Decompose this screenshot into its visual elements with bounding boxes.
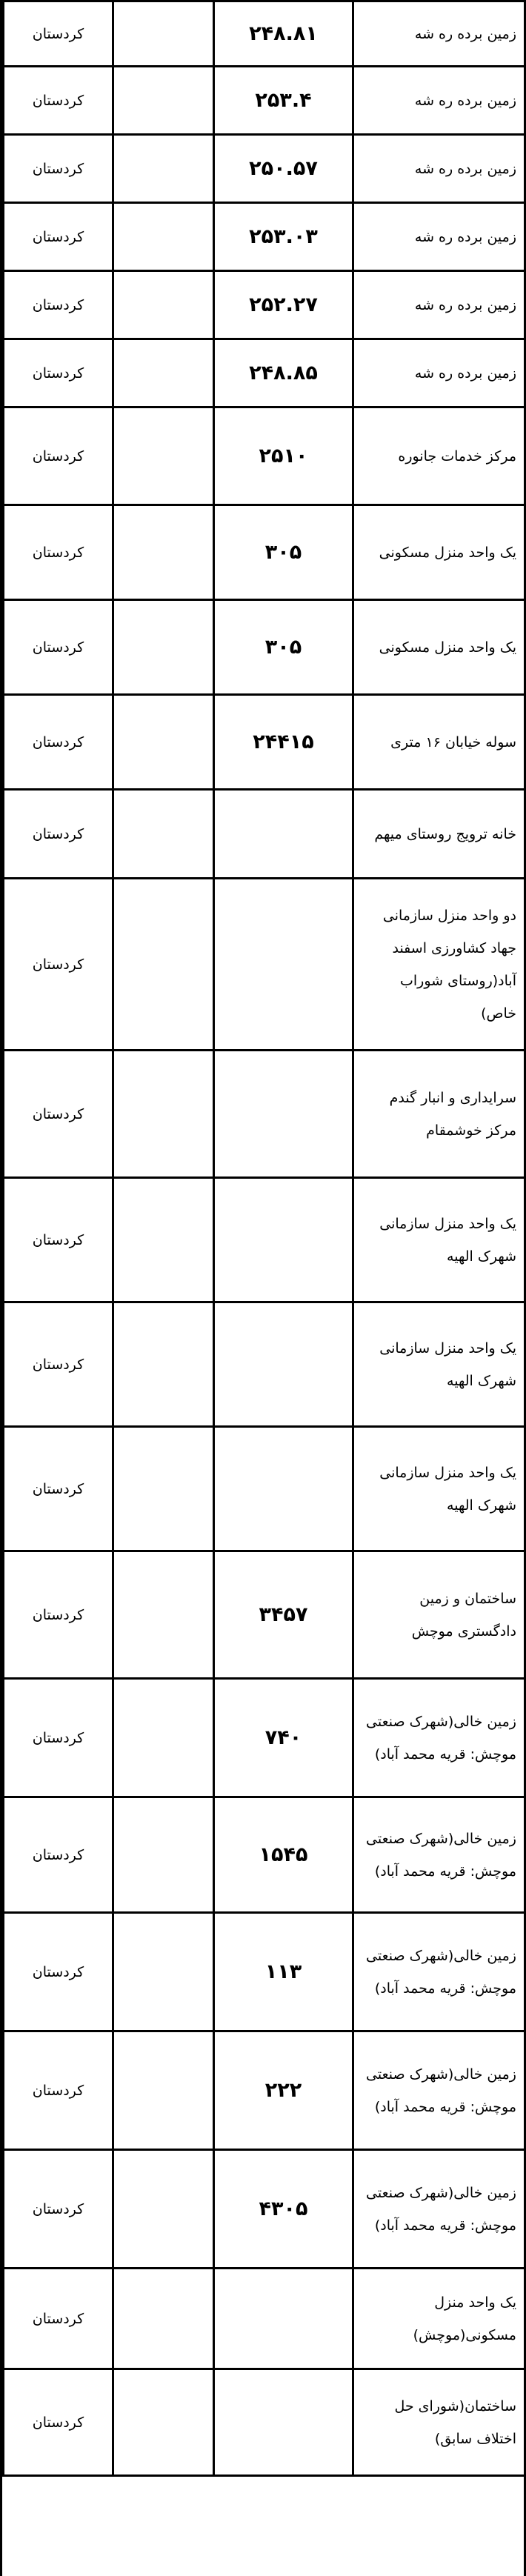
- province-cell: کردستان: [4, 1302, 113, 1427]
- province-cell: کردستان: [4, 1178, 113, 1302]
- table-row: [4, 203, 525, 271]
- area-cell: ۴۳۰۵: [214, 2150, 353, 2269]
- title-cell: یک واحد منزل مسکونی: [353, 505, 525, 600]
- table-row: [4, 790, 525, 879]
- title-cell: یک واحد منزل مسکونی(موچش): [353, 2269, 525, 2369]
- empty-cell: [113, 2369, 214, 2476]
- province-cell: کردستان: [4, 203, 113, 271]
- empty-cell: [113, 790, 214, 879]
- table-row: [4, 1302, 525, 1427]
- province-cell: کردستان: [4, 1551, 113, 1679]
- title-cell: یک واحد منزل سازمانی شهرک الهیه: [353, 1427, 525, 1551]
- title-cell: مرکز خدمات جانوره: [353, 407, 525, 505]
- table-row: [4, 1178, 525, 1302]
- empty-cell: [113, 600, 214, 695]
- table-row: [4, 135, 525, 203]
- area-cell: [214, 2369, 353, 2476]
- empty-cell: [113, 271, 214, 339]
- table-row: [4, 1679, 525, 1797]
- table-row: [4, 2031, 525, 2150]
- table-row: [4, 695, 525, 790]
- table-row: [4, 1913, 525, 2031]
- table-row: [4, 1551, 525, 1679]
- empty-cell: [113, 1551, 214, 1679]
- table-row: [4, 505, 525, 600]
- empty-cell: [113, 1051, 214, 1178]
- title-cell: زمین برده ره شه: [353, 135, 525, 203]
- province-cell: کردستان: [4, 2269, 113, 2369]
- area-cell: [214, 1302, 353, 1427]
- area-cell: ۲۵۳.۰۳: [214, 203, 353, 271]
- title-cell: زمین خالی(شهرک صنعتی موچش: قریه محمد آباد): [353, 1913, 525, 2031]
- area-cell: [214, 1427, 353, 1551]
- title-cell: زمین برده ره شه: [353, 271, 525, 339]
- empty-cell: [113, 67, 214, 135]
- area-cell: ۲۲۲: [214, 2031, 353, 2150]
- area-cell: ۱۵۴۵: [214, 1797, 353, 1913]
- empty-cell: [113, 1797, 214, 1913]
- province-cell: کردستان: [4, 1427, 113, 1551]
- empty-cell: [113, 2269, 214, 2369]
- province-cell: کردستان: [4, 879, 113, 1051]
- title-cell: سرایداری و انبار گندم مرکز خوشمقام: [353, 1051, 525, 1178]
- province-cell: کردستان: [4, 695, 113, 790]
- title-cell: یک واحد منزل سازمانی شهرک الهیه: [353, 1302, 525, 1427]
- table-row: [4, 1427, 525, 1551]
- table-row: [4, 271, 525, 339]
- province-cell: کردستان: [4, 271, 113, 339]
- table-row: [4, 407, 525, 505]
- area-cell: ۳۰۵: [214, 600, 353, 695]
- province-cell: کردستان: [4, 1051, 113, 1178]
- empty-cell: [113, 1302, 214, 1427]
- province-cell: کردستان: [4, 1, 113, 67]
- area-cell: [214, 2269, 353, 2369]
- table-row: [4, 1, 525, 67]
- empty-cell: [113, 1913, 214, 2031]
- empty-cell: [113, 695, 214, 790]
- empty-cell: [113, 135, 214, 203]
- province-cell: کردستان: [4, 2031, 113, 2150]
- title-cell: زمین خالی(شهرک صنعتی موچش: قریه محمد آباد): [353, 2031, 525, 2150]
- title-cell: ساختمان و زمین دادگستری موچش: [353, 1551, 525, 1679]
- province-cell: کردستان: [4, 2150, 113, 2269]
- table-row: [4, 1797, 525, 1913]
- empty-cell: [113, 339, 214, 407]
- province-cell: کردستان: [4, 407, 113, 505]
- title-cell: زمین خالی(شهرک صنعتی موچش: قریه محمد آباد): [353, 1679, 525, 1797]
- title-cell: زمین برده ره شه: [353, 203, 525, 271]
- title-cell: زمین برده ره شه: [353, 67, 525, 135]
- title-cell: زمین برده ره شه: [353, 1, 525, 67]
- empty-cell: [113, 1679, 214, 1797]
- province-cell: کردستان: [4, 600, 113, 695]
- area-cell: ۷۴۰: [214, 1679, 353, 1797]
- empty-cell: [113, 1178, 214, 1302]
- area-cell: ۱۱۳: [214, 1913, 353, 2031]
- table-row: [4, 879, 525, 1051]
- area-cell: [214, 879, 353, 1051]
- area-cell: [214, 1051, 353, 1178]
- province-cell: کردستان: [4, 1797, 113, 1913]
- province-cell: کردستان: [4, 339, 113, 407]
- empty-cell: [113, 2150, 214, 2269]
- table-row: [4, 2150, 525, 2269]
- empty-cell: [113, 1427, 214, 1551]
- area-cell: ۲۵۲.۲۷: [214, 271, 353, 339]
- table-row: [4, 2269, 525, 2369]
- area-cell: ۲۵۱۰: [214, 407, 353, 505]
- area-cell: ۲۴۸.۸۵: [214, 339, 353, 407]
- title-cell: زمین خالی(شهرک صنعتی موچش: قریه محمد آباد): [353, 1797, 525, 1913]
- area-cell: [214, 790, 353, 879]
- province-cell: کردستان: [4, 67, 113, 135]
- empty-cell: [113, 879, 214, 1051]
- area-cell: ۳۰۵: [214, 505, 353, 600]
- empty-cell: [113, 505, 214, 600]
- property-table: [2, 0, 526, 2477]
- table-row: [4, 600, 525, 695]
- area-cell: ۲۴۴۱۵: [214, 695, 353, 790]
- province-cell: کردستان: [4, 2369, 113, 2476]
- area-cell: ۲۴۸.۸۱: [214, 1, 353, 67]
- province-cell: کردستان: [4, 505, 113, 600]
- table-body: [4, 1, 525, 2476]
- empty-cell: [113, 1, 214, 67]
- province-cell: کردستان: [4, 790, 113, 879]
- area-cell: ۲۵۰.۵۷: [214, 135, 353, 203]
- area-cell: ۳۴۵۷: [214, 1551, 353, 1679]
- title-cell: زمین برده ره شه: [353, 339, 525, 407]
- title-cell: خانه ترویج روستای میهم: [353, 790, 525, 879]
- title-cell: یک واحد منزل سازمانی شهرک الهیه: [353, 1178, 525, 1302]
- title-cell: ساختمان(شورای حل اختلاف سابق): [353, 2369, 525, 2476]
- table-row: [4, 2369, 525, 2476]
- province-cell: کردستان: [4, 1679, 113, 1797]
- empty-cell: [113, 203, 214, 271]
- province-cell: کردستان: [4, 1913, 113, 2031]
- area-cell: ۲۵۳.۴: [214, 67, 353, 135]
- title-cell: دو واحد منزل سازمانی جهاد کشاورزی اسفند آباد(روستای شوراب خاص): [353, 879, 525, 1051]
- empty-cell: [113, 2031, 214, 2150]
- area-cell: [214, 1178, 353, 1302]
- empty-cell: [113, 407, 214, 505]
- province-cell: کردستان: [4, 135, 113, 203]
- table-row: [4, 1051, 525, 1178]
- title-cell: سوله خیابان ۱۶ متری: [353, 695, 525, 790]
- table-row: [4, 67, 525, 135]
- title-cell: زمین خالی(شهرک صنعتی موچش: قریه محمد آباد): [353, 2150, 525, 2269]
- table-row: [4, 339, 525, 407]
- title-cell: یک واحد منزل مسکونی: [353, 600, 525, 695]
